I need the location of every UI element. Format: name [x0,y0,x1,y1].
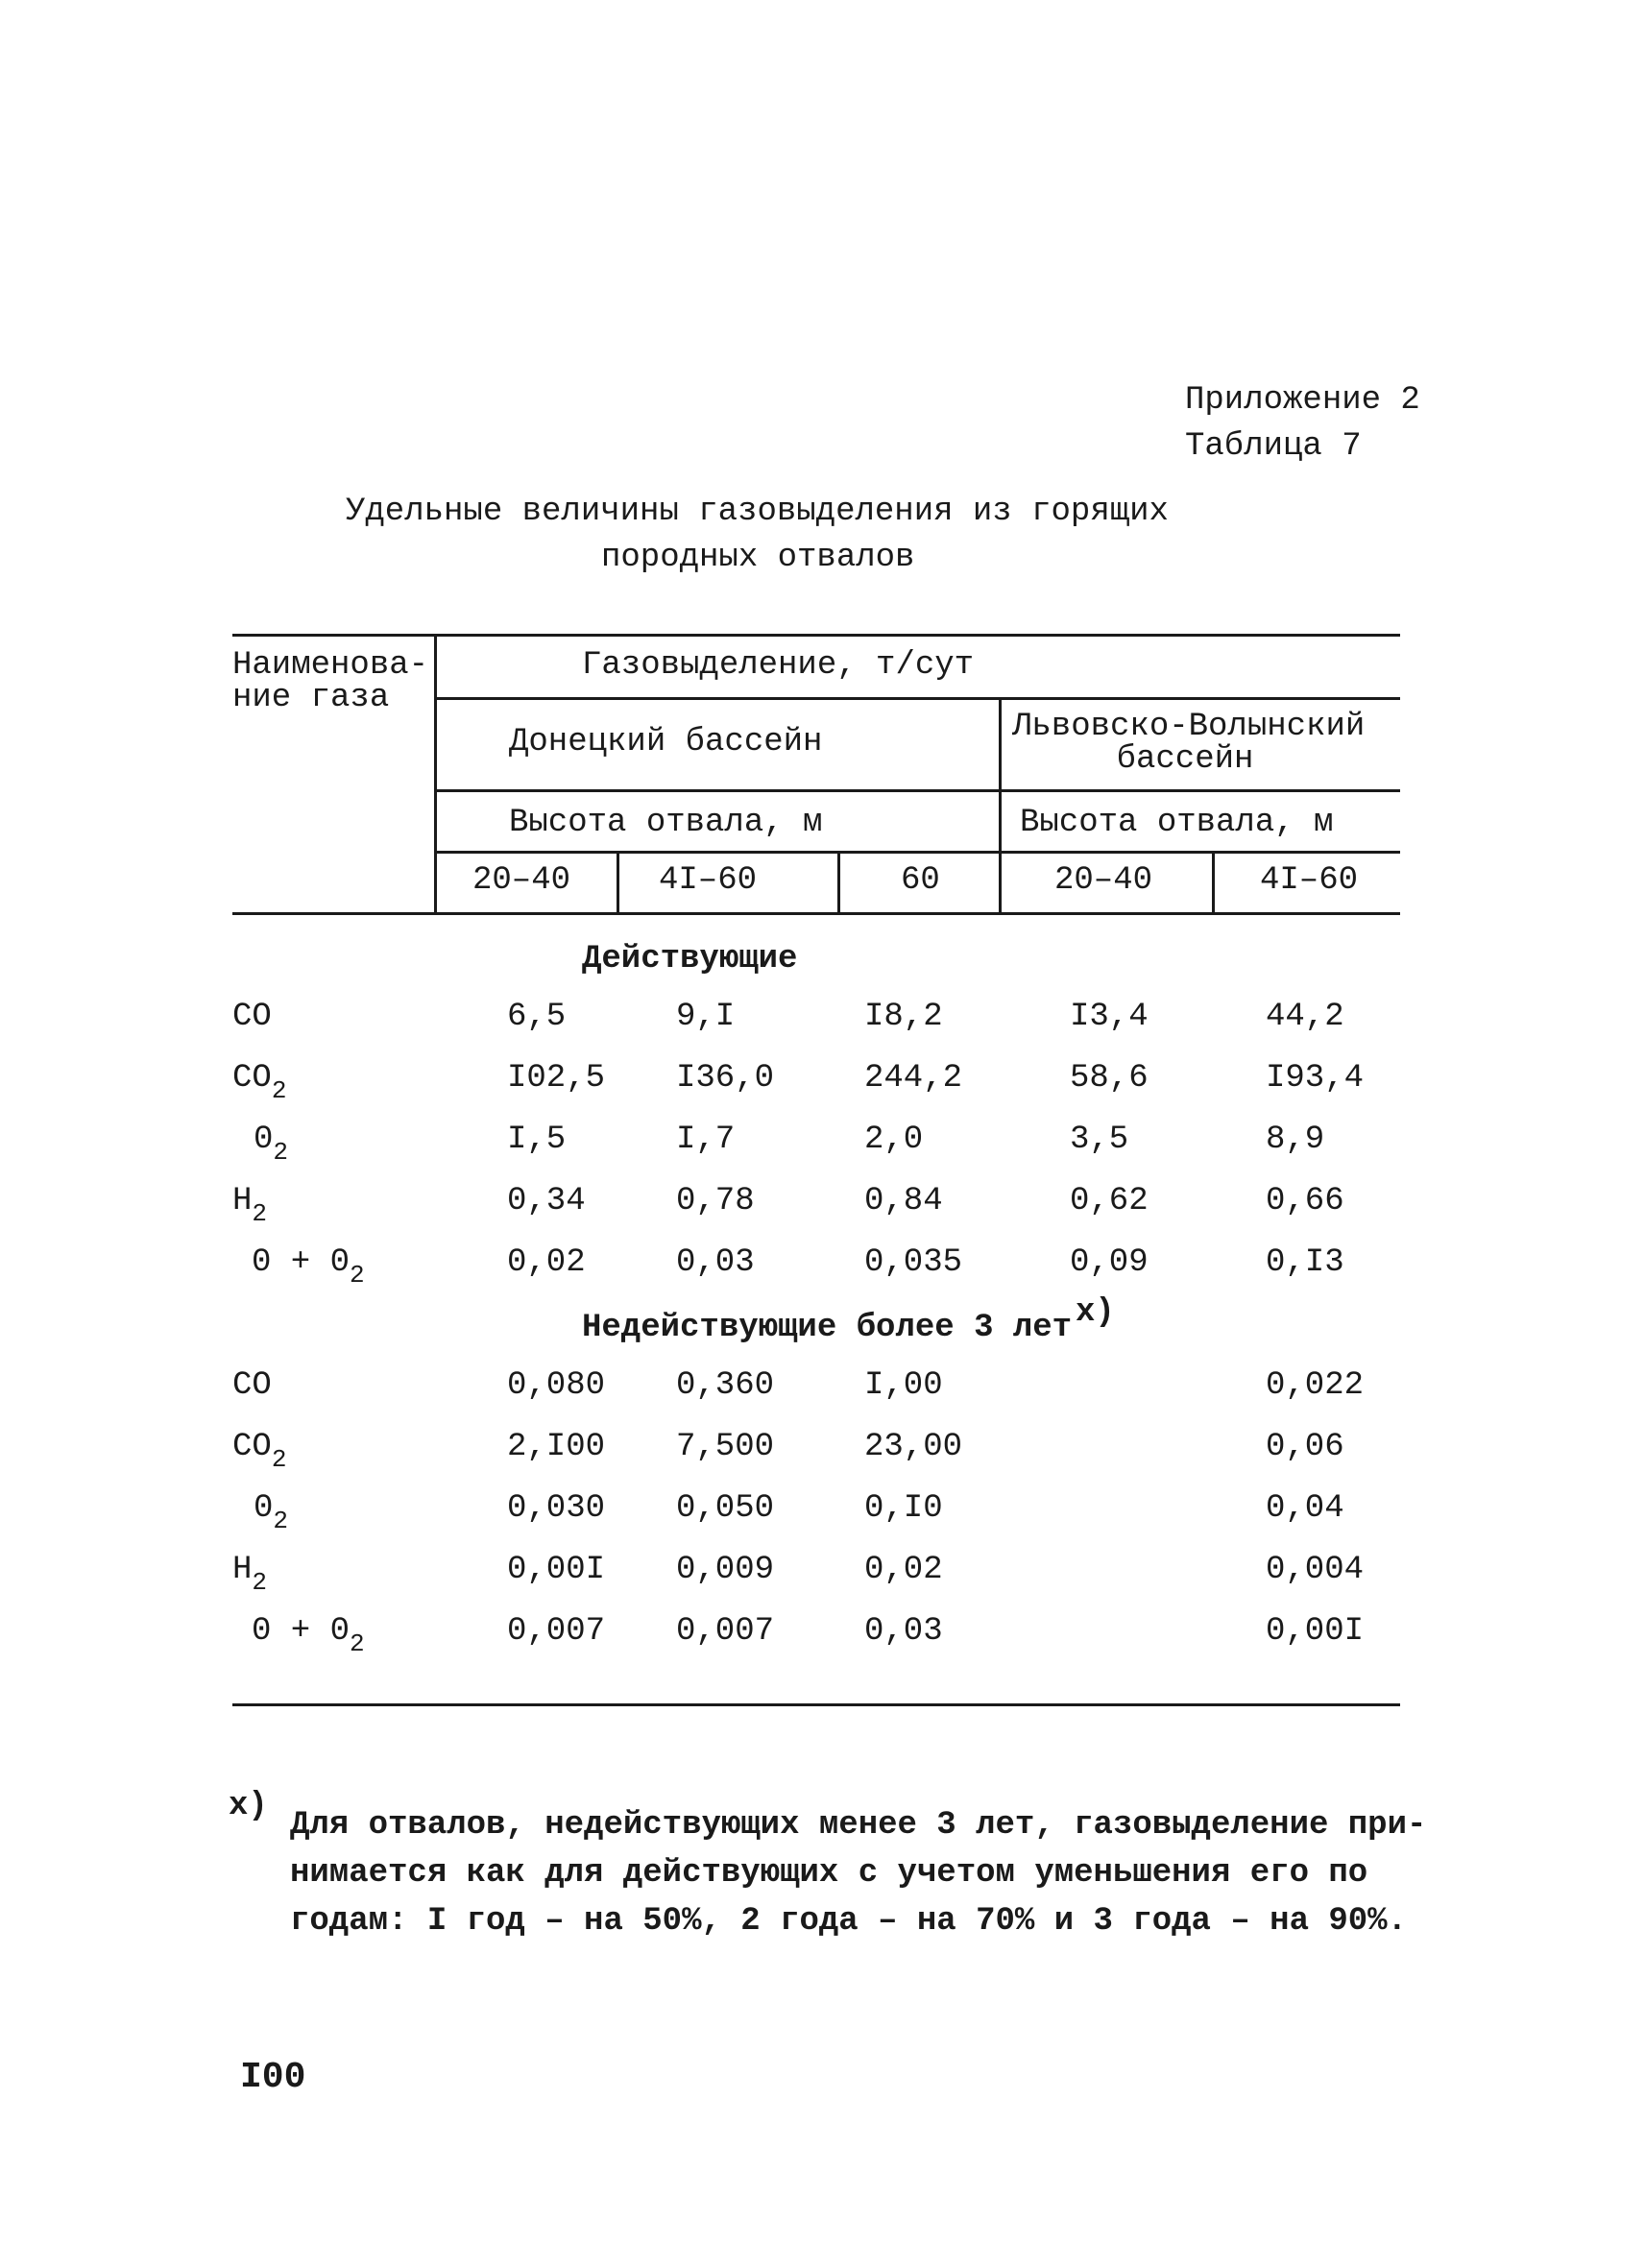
gas-name-header-line1: Наименова- [232,647,429,684]
table-cell: 0,007 [676,1613,775,1650]
table-cell: 23,00 [864,1429,963,1465]
table-cell: 0,080 [507,1367,606,1404]
footnote-line2: нимается как для действующих с учетом уменьшения его по [290,1855,1368,1892]
donetsk-basin-header: Донецкий бассейн [509,724,823,760]
col-header-3: 60 [901,862,940,899]
table-cell: 7,500 [676,1429,775,1465]
gas-formula: H [232,1183,253,1219]
header-rule-3 [436,851,1400,854]
gas-formula: 0 [329,1613,351,1650]
col-divider-2 [837,851,840,914]
col-header-4: 20–40 [1054,862,1153,899]
gas-label [254,1490,289,1535]
col-header-2: 4I–60 [659,862,758,899]
section-inactive: Недействующие более 3 лет [582,1310,1073,1346]
table-cell: 0,004 [1266,1552,1365,1588]
header-vertical-divider [434,634,437,914]
table-cell: 0,360 [676,1367,775,1404]
table-cell: 0,035 [864,1244,963,1281]
table-cell: 0,03 [864,1613,943,1650]
gas-prefix: 0 + [252,1244,330,1281]
table-title-line2: породных отвалов [601,540,915,576]
table-cell: I02,5 [507,1060,606,1097]
gas-label [232,1552,268,1597]
height-header-lvov: Высота отвала, м [1020,805,1334,841]
table-cell: 0,00I [1266,1613,1365,1650]
table-cell: 2,0 [864,1122,924,1158]
col-divider-3 [999,851,1002,914]
gas-prefix: 0 + [252,1613,330,1650]
page-number: I00 [240,2057,306,2098]
height-header-donetsk: Высота отвала, м [509,805,823,841]
gas-formula: 0 [329,1244,351,1281]
gas-label [232,1367,272,1404]
table-cell: 0,007 [507,1613,606,1650]
col-divider-4 [1212,851,1215,914]
table-cell: 3,5 [1070,1122,1129,1158]
table-title-line1: Удельные величины газовыделения из горящих [346,494,1169,530]
table-cell: 0,022 [1266,1367,1365,1404]
table-cell: I36,0 [676,1060,775,1097]
table-cell: 0,02 [864,1552,943,1588]
gas-label [252,1244,365,1290]
table-cell: 9,I [676,999,736,1035]
table-cell: 0,03 [676,1244,755,1281]
table-cell: 2,I00 [507,1429,606,1465]
gas-subscript: 2 [350,1261,365,1290]
gas-label [252,1613,365,1658]
lvov-basin-header [1012,709,1366,778]
table-cell: 244,2 [864,1060,963,1097]
table-cell: 0,I3 [1266,1244,1344,1281]
gas-formula: CO [232,1060,272,1097]
gas-subscript: 2 [273,1507,289,1535]
gas-formula: H [232,1552,253,1588]
table-cell: 0,00I [507,1552,606,1588]
gas-label [232,1060,287,1105]
gas-formula: CO [232,1367,272,1404]
gas-subscript: 2 [271,1445,287,1474]
table-cell: 0,62 [1070,1183,1149,1219]
table-cell: I,5 [507,1122,567,1158]
table-cell: 0,66 [1266,1183,1344,1219]
gas-label [232,1183,268,1228]
table-cell: 0,84 [864,1183,943,1219]
table-cell: 0,34 [507,1183,586,1219]
table-cell: 0,030 [507,1490,606,1527]
header-bottom-rule [232,912,1400,915]
table-cell: 0,04 [1266,1490,1344,1527]
footnote-line1: Для отвалов, недействующих менее 3 лет, газовыделение при- [290,1807,1427,1844]
header-rule-1 [436,697,1400,700]
gas-name-header-line2: ние газа [232,680,390,716]
table-number: Таблица 7 [1185,428,1362,465]
gas-subscript: 2 [252,1199,268,1228]
table-cell: I,7 [676,1122,736,1158]
appendix-label: Приложение 2 [1185,382,1420,419]
gas-formula: 0 [254,1122,274,1158]
header-rule-2 [436,789,1400,792]
table-cell: 0,06 [1266,1429,1344,1465]
gas-subscript: 2 [271,1076,287,1105]
table-cell: 8,9 [1266,1122,1325,1158]
table-bottom-rule [232,1703,1400,1706]
gas-name-header [232,649,428,714]
table-cell: 0,I0 [864,1490,943,1527]
table-cell: I3,4 [1070,999,1149,1035]
lvov-basin-line2: бассейн [1116,741,1254,778]
lvov-basin-line1: Львовско-Волынский [1012,709,1366,745]
table-cell: I93,4 [1266,1060,1365,1097]
gas-subscript: 2 [350,1629,365,1658]
gas-subscript: 2 [273,1138,289,1167]
section-inactive-mark: x) [1076,1294,1115,1331]
gas-formula: 0 [254,1490,274,1527]
footnote-mark: x) [229,1788,268,1824]
gas-formula: CO [232,999,272,1035]
emission-header: Газовыделение, т/сут [582,647,975,684]
table-cell: I8,2 [864,999,943,1035]
table-cell: 0,02 [507,1244,586,1281]
gas-label [232,1429,287,1474]
table-cell: 44,2 [1266,999,1344,1035]
table-cell: 0,050 [676,1490,775,1527]
col-header-5: 4I–60 [1260,862,1359,899]
col-header-1: 20–40 [472,862,571,899]
basin-divider [999,697,1002,851]
table-top-rule [232,634,1400,637]
section-active: Действующие [582,941,798,977]
table-cell: 6,5 [507,999,567,1035]
table-cell: I,00 [864,1367,943,1404]
footnote-line3: годам: I год – на 50%, 2 года – на 70% и 3 года – на 90%. [290,1903,1407,1940]
table-cell: 0,78 [676,1183,755,1219]
gas-label [232,999,272,1035]
table-cell: 0,009 [676,1552,775,1588]
table-cell: 0,09 [1070,1244,1149,1281]
col-divider-1 [617,851,619,914]
table-cell: 58,6 [1070,1060,1149,1097]
gas-subscript: 2 [252,1568,268,1597]
gas-label [254,1122,289,1167]
gas-formula: CO [232,1429,272,1465]
